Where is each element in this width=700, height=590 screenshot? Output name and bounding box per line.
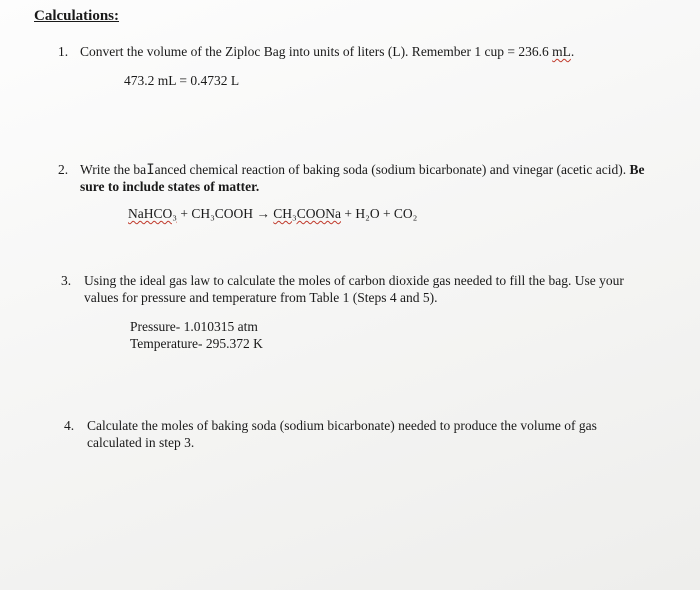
spellcheck-word: mL [552,44,571,59]
question-text-end: . [570,44,575,59]
question-number: 3. [61,273,72,288]
question-text-bold: Be [629,162,645,177]
text-cursor-icon: I [146,162,155,178]
answer-text: 473.2 mL = 0.4732 L [124,73,240,88]
question-text-line-1 [80,161,645,179]
pressure-value: Pressure- 1.010315 atm [130,319,258,334]
question-text-line-2: values for pressure and temperature from Table 1 (Steps 4 and 5). [84,290,438,305]
question-text-main: Convert the volume of the Ziploc Bag into units of liters (L). Remember 1 cup = 236.6 [80,44,553,59]
question-text-part: anced chemical reaction of baking soda (sodium bicarbonate) and vinegar (acetic acid). [154,162,630,177]
temperature-value: Temperature- 295.372 K [130,336,263,351]
equation-product: CH₃COONa [273,206,341,221]
equation-middle: + CH₃COOH → [176,206,274,221]
question-text-line-2: calculated in step 3. [87,435,195,450]
question-number: 4. [64,418,75,433]
question-text [80,43,574,60]
question-text-line-2: sure to include states of matter. [80,179,260,194]
question-text-part: Write the ba [80,162,147,177]
question-text-line-1: Calculate the moles of baking soda (sodium bicarbonate) needed to produce the volume of gas [87,418,597,433]
question-number: 2. [58,162,69,177]
chemical-equation [128,206,417,222]
equation-end: + H₂O + CO₂ [341,206,418,221]
equation-reactant: NaHCO₃ [128,206,177,221]
page-title: Calculations: [34,8,120,24]
question-number: 1. [58,44,69,59]
question-text-line-1: Using the ideal gas law to calculate the moles of carbon dioxide gas needed to fill the bag. Use your [84,273,624,288]
